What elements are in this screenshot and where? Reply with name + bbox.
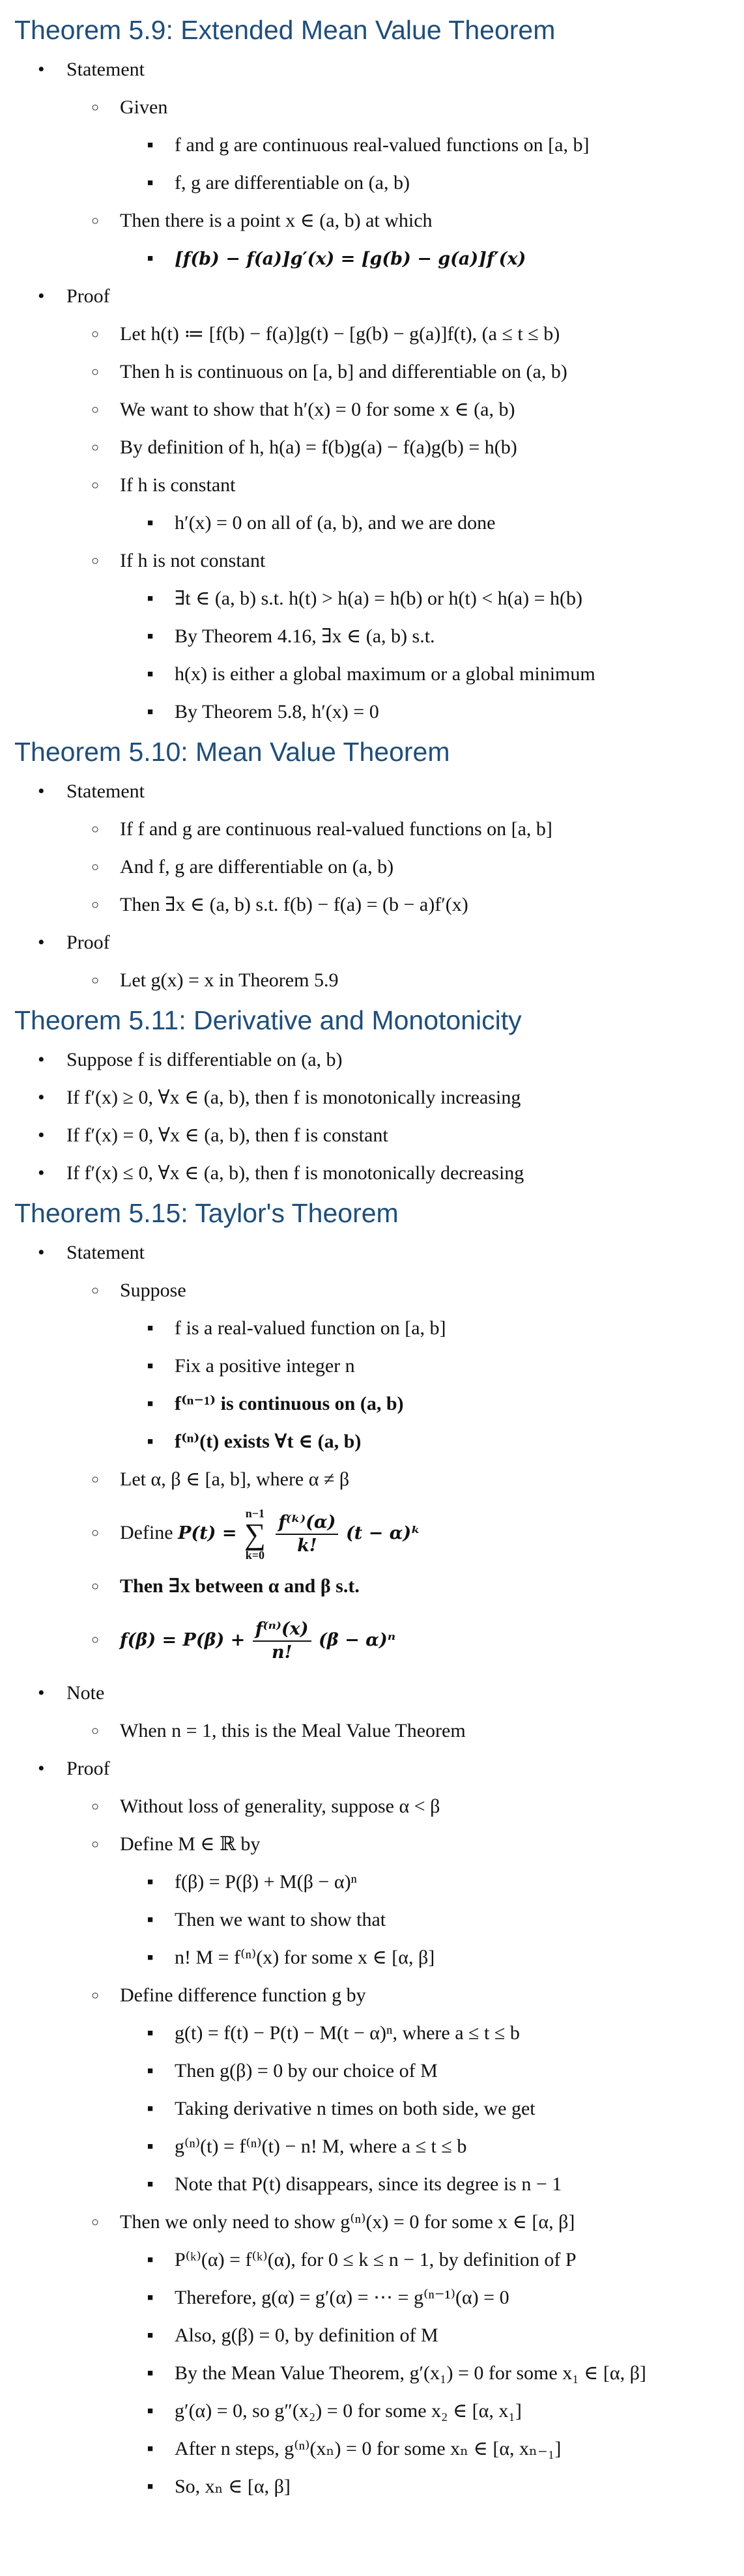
note-item: ○ When n = 1, this is the Meal Value Theorem xyxy=(14,1712,744,1750)
proof-substep: ■ Note that P(t) disappears, since its degree is n − 1 xyxy=(14,2166,744,2203)
proof-substep: ■ By the Mean Value Theorem, g′(x₁) = 0 for some x₁ ∈ [α, β] xyxy=(14,2354,744,2392)
proof-substep: ■ h(x) is either a global maximum or a global minimum xyxy=(14,655,744,693)
statement-label: • Statement xyxy=(14,773,744,810)
proof-substep: ■ f(β) = P(β) + M(β − α)ⁿ xyxy=(14,1863,744,1901)
theorem-5-15-heading: Theorem 5.15: Taylor's Theorem xyxy=(14,1198,399,1228)
fraction-denominator: n! xyxy=(271,1642,293,1663)
summation-sign: ∑ xyxy=(244,1517,266,1551)
theorem-5-10-heading: Theorem 5.10: Mean Value Theorem xyxy=(14,737,450,767)
proof-substep: ■ By Theorem 5.8, h′(x) = 0 xyxy=(14,693,744,731)
taylor-formula xyxy=(14,1605,744,1674)
hypothesis-continuity: f⁽ⁿ⁻¹⁾ is continuous on (a, b) xyxy=(175,1393,404,1414)
statement-item: ○ And f, g are differentiable on (a, b) xyxy=(14,848,744,886)
proof-step: ○ Then we only need to show g⁽ⁿ⁾(x) = 0 for some x ∈ [α, β] xyxy=(14,2203,744,2241)
polynomial-term: (t − α)ᵏ xyxy=(345,1523,421,1543)
coefficient-fraction xyxy=(276,1513,338,1555)
given-continuous: ■ f and g are continuous real-valued functions on [a, b] xyxy=(14,126,744,164)
taylor-lhs: f(β) = P(β) + xyxy=(120,1630,246,1650)
theorem-5-9-list xyxy=(14,51,744,731)
proof-substep: ■ ∃t ∈ (a, b) s.t. h(t) > h(a) = h(b) or h(t) < h(a) = h(b) xyxy=(14,580,744,618)
proof-substep: ■ h′(x) = 0 on all of (a, b), and we are done xyxy=(14,504,744,542)
theorem-5-11-list xyxy=(14,1041,744,1192)
summation-upper: n−1 xyxy=(245,1507,265,1521)
proof-label: • Proof xyxy=(14,1750,744,1788)
proof-step: ○ We want to show that h′(x) = 0 for some x ∈ (a, b) xyxy=(14,391,744,429)
proof-substep: ■ Also, g(β) = 0, by definition of M xyxy=(14,2317,744,2354)
proof-label: • Proof xyxy=(14,278,744,315)
proof-substep: ■ Therefore, g(α) = g′(α) = ⋯ = g⁽ⁿ⁻¹⁾(α) = 0 xyxy=(14,2279,744,2317)
proof-substep: ■ Then we want to show that xyxy=(14,1901,744,1939)
taylor-polynomial-definition xyxy=(14,1498,744,1567)
proof-substep: ■ Then g(β) = 0 by our choice of M xyxy=(14,2052,744,2090)
fraction-denominator: k! xyxy=(297,1536,317,1556)
proof-substep: ■ g⁽ⁿ⁾(t) = f⁽ⁿ⁾(t) − n! M, where a ≤ t ≤ b xyxy=(14,2128,744,2166)
proof-step: ○ Define difference function g by xyxy=(14,1977,744,2014)
suppose-label: ○ Suppose xyxy=(14,1272,744,1309)
proof-substep: ■ After n steps, g⁽ⁿ⁾(xₙ) = 0 for some xₙ ∈ [α, xₙ₋₁] xyxy=(14,2430,744,2468)
proof-substep: ■ n! M = f⁽ⁿ⁾(x) for some x ∈ [α, β] xyxy=(14,1939,744,1977)
proof-step: ○ Let g(x) = x in Theorem 5.9 xyxy=(14,962,744,999)
given-differentiable: ■ f, g are differentiable on (a, b) xyxy=(14,164,744,202)
proof-label: • Proof xyxy=(14,924,744,962)
polynomial-lhs: P(t) = xyxy=(178,1523,237,1543)
proof-step: ○ If h is constant xyxy=(14,466,744,504)
note-label: • Note xyxy=(14,1674,744,1712)
statement-label: • Statement xyxy=(14,51,744,89)
statement-item: ○ Then ∃x ∈ (a, b) s.t. f(b) − f(a) = (b − a)f′(x) xyxy=(14,886,744,924)
extended-mvt-equation: [f(b) − f(a)]g′(x) = [g(b) − g(a)]f′(x) xyxy=(175,249,526,269)
statement-label: • Statement xyxy=(14,1234,744,1272)
theorem-5-10-list xyxy=(14,773,744,999)
proof-substep: ■ g(t) = f(t) − P(t) − M(t − α)ⁿ, where a ≤ t ≤ b xyxy=(14,2014,744,2052)
proof-step: ○ Let h(t) ≔ [f(b) − f(a)]g(t) − [g(b) − g(a)]f(t), (a ≤ t ≤ b) xyxy=(14,315,744,353)
remainder-fraction xyxy=(253,1620,311,1662)
bullet-item: • Suppose f is differentiable on (a, b) xyxy=(14,1041,744,1079)
bullet-item: • If f′(x) ≥ 0, ∀x ∈ (a, b), then f is monotonically increasing xyxy=(14,1079,744,1117)
summation-lower: k=0 xyxy=(245,1549,265,1562)
proof-substep: ■ By Theorem 4.16, ∃x ∈ (a, b) s.t. xyxy=(14,618,744,655)
statement-item: ○ If f and g are continuous real-valued functions on [a, b] xyxy=(14,810,744,848)
define-label: Define xyxy=(120,1522,173,1543)
proof-substep: ■ P⁽ᵏ⁾(α) = f⁽ᵏ⁾(α), for 0 ≤ k ≤ n − 1, by definition of P xyxy=(14,2241,744,2279)
fraction-numerator: f⁽ᵏ⁾(α) xyxy=(276,1513,338,1535)
summation xyxy=(244,1508,266,1561)
statement-item: ○ Let α, β ∈ [a, b], where α ≠ β xyxy=(14,1461,744,1498)
conclusion-intro: ○ Then there is a point x ∈ (a, b) at which xyxy=(14,202,744,240)
given-label: ○ Given xyxy=(14,89,744,126)
proof-step: ○ Then h is continuous on [a, b] and differentiable on (a, b) xyxy=(14,353,744,391)
theorem-5-9-heading: Theorem 5.9: Extended Mean Value Theorem xyxy=(14,15,556,45)
bullet-item: • If f′(x) = 0, ∀x ∈ (a, b), then f is constant xyxy=(14,1117,744,1154)
proof-step: ○ By definition of h, h(a) = f(b)g(a) − f(a)g(b) = h(b) xyxy=(14,429,744,466)
hypothesis: ■ f is a real-valued function on [a, b] xyxy=(14,1309,744,1347)
hypothesis-derivative-exists: f⁽ⁿ⁾(t) exists ∀t ∈ (a, b) xyxy=(175,1431,362,1452)
theorem-5-15-list xyxy=(14,1234,744,2506)
remainder-term: (β − α)ⁿ xyxy=(319,1630,396,1650)
proof-substep: ■ So, xₙ ∈ [α, β] xyxy=(14,2468,744,2506)
proof-substep: ■ g′(α) = 0, so g″(x₂) = 0 for some x₂ ∈ [α, x₁] xyxy=(14,2392,744,2430)
hypothesis: ■ Fix a positive integer n xyxy=(14,1347,744,1385)
proof-step: ○ Define M ∈ ℝ by xyxy=(14,1825,744,1863)
fraction-numerator: f⁽ⁿ⁾(x) xyxy=(253,1620,311,1642)
proof-step: ○ If h is not constant xyxy=(14,542,744,580)
theorem-5-11-heading: Theorem 5.11: Derivative and Monotonicity xyxy=(14,1005,522,1035)
conclusion-intro: Then ∃x between α and β s.t. xyxy=(120,1575,360,1597)
proof-substep: ■ Taking derivative n times on both side, we get xyxy=(14,2090,744,2128)
bullet-item: • If f′(x) ≤ 0, ∀x ∈ (a, b), then f is monotonically decreasing xyxy=(14,1154,744,1192)
proof-step: ○ Without loss of generality, suppose α < β xyxy=(14,1788,744,1825)
